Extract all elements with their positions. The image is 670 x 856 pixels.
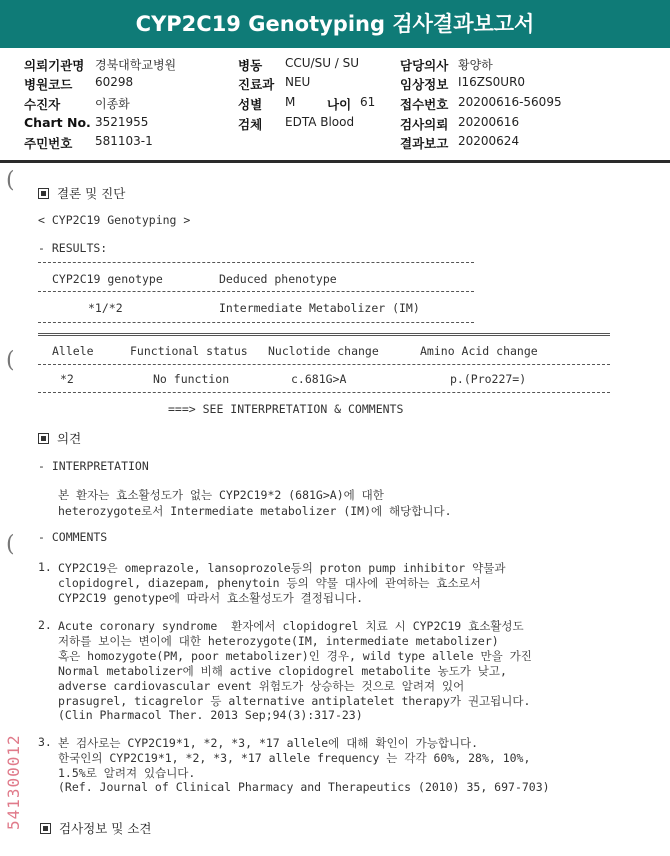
see-note: ===> SEE INTERPRETATION & COMMENTS	[168, 402, 404, 416]
divider	[38, 392, 610, 393]
value-chart-no: 3521955	[95, 115, 149, 129]
result-genotype: *1/*2	[88, 301, 123, 315]
value-sex: M	[285, 95, 296, 109]
genotyping-title: < CYP2C19 Genotyping >	[38, 213, 191, 227]
allele-header-function: Functional status	[130, 344, 248, 358]
value-department: NEU	[285, 75, 311, 89]
label-chart-no: Chart No.	[24, 115, 91, 130]
comment-line: 본 검사로는 CYP2C19*1, *2, *3, *17 allele에 대해 확인이 가능합니다.	[58, 736, 479, 750]
section-opinion-title: 의견	[57, 431, 82, 446]
comment-line: 저하를 보이는 변이에 대한 heterozygote(IM, intermediate metabolizer)	[58, 634, 499, 648]
result-phenotype: Intermediate Metabolizer (IM)	[219, 301, 420, 315]
label-request-date: 검사의뢰	[400, 117, 449, 132]
scan-mark: (	[6, 168, 15, 193]
comment-line: adverse cardiovascular event 위험도가 상승하는 것으로 알려져 있어	[58, 679, 465, 693]
results-header-phenotype: Deduced phenotype	[219, 272, 337, 286]
value-request-date: 20200616	[458, 115, 520, 129]
comment-line: Acute coronary syndrome 환자에서 clopidogrel 치료 시 CYP2C19 효소활성도	[58, 619, 524, 633]
label-report-date: 결과보고	[400, 136, 449, 151]
section-conclusion-title: 결론 및 진단	[57, 186, 126, 201]
value-physician: 황양하	[458, 58, 493, 72]
results-header-genotype: CYP2C19 genotype	[52, 272, 163, 286]
comment-line: 한국인의 CYP2C19*1, *2, *3, *17 allele frequency 는 각각 60%, 28%, 10%,	[58, 751, 531, 765]
divider	[38, 333, 610, 336]
comment-number: 2.	[38, 618, 52, 632]
comment-number: 1.	[38, 560, 52, 574]
divider	[38, 322, 474, 323]
section-box-icon	[38, 433, 49, 444]
stamp-number: 541300012	[4, 734, 23, 830]
label-sex: 성별	[238, 97, 263, 112]
label-specimen: 검체	[238, 117, 263, 132]
comments-label: - COMMENTS	[38, 530, 108, 544]
header-info	[0, 48, 670, 158]
section-conclusion	[38, 184, 125, 202]
label-clinical-info: 임상정보	[400, 77, 449, 92]
comment-line: (Ref. Journal of Clinical Pharmacy and Therapeutics (2010) 35, 697-703)	[58, 780, 550, 794]
scan-mark: (	[6, 348, 15, 373]
comment-line: clopidogrel, diazepam, phenytoin 등의 약물 대사에 관여하는 효소로서	[58, 576, 481, 590]
section-opinion	[38, 429, 81, 447]
label-requesting-institution: 의뢰기관명	[24, 58, 85, 73]
value-receipt-number: 20200616-56095	[458, 95, 562, 109]
comment-line: Normal metabolizer에 비해 active clopidogrel metabolite 농도가 낮고,	[58, 664, 507, 678]
comment-line: CYP2C19 genotype에 따라서 효소활성도가 결정됩니다.	[58, 591, 364, 605]
comment-line: 1.5%로 알려져 있습니다.	[58, 766, 196, 780]
nucleotide-change-value: c.681G>A	[291, 372, 347, 386]
label-resident-number: 주민번호	[24, 136, 73, 151]
interpretation-line: heterozygote로서 Intermediate metabolizer (IM)에 해당합니다.	[58, 504, 452, 518]
value-patient: 이종화	[95, 97, 130, 111]
value-specimen: EDTA Blood	[285, 115, 355, 129]
allele-value: *2	[60, 372, 74, 386]
value-report-date: 20200624	[458, 134, 520, 148]
comment-line: (Clin Pharmacol Ther. 2013 Sep;94(3):317-23)	[58, 708, 363, 722]
section-box-icon	[38, 188, 49, 199]
section-exam-info-title: 검사정보 및 소견	[59, 821, 152, 836]
allele-header-allele: Allele	[52, 344, 94, 358]
allele-header-amino: Amino Acid change	[420, 344, 538, 358]
label-hospital-code: 병원코드	[24, 77, 73, 92]
label-department: 진료과	[238, 77, 275, 92]
label-ward: 병동	[238, 58, 263, 73]
report-title: CYP2C19 Genotyping 검사결과보고서	[0, 0, 670, 48]
section-exam-info	[40, 819, 151, 837]
label-patient: 수진자	[24, 97, 61, 112]
value-ward: CCU/SU / SU	[285, 56, 360, 70]
label-receipt-number: 접수번호	[400, 97, 449, 112]
functional-status-value: No function	[153, 372, 230, 386]
label-physician: 담당의사	[400, 58, 449, 73]
interpretation-label: - INTERPRETATION	[38, 459, 149, 473]
interpretation-line: 본 환자는 효소활성도가 없는 CYP2C19*2 (681G>A)에 대한	[58, 488, 384, 502]
allele-header-nucleotide: Nuclotide change	[268, 344, 379, 358]
comment-line: CYP2C19은 omeprazole, lansoprozole등의 proton pump inhibitor 약물과	[58, 561, 506, 575]
value-clinical-info: I16ZS0UR0	[458, 75, 526, 89]
section-box-icon	[40, 823, 51, 834]
divider	[38, 364, 610, 365]
divider	[38, 262, 474, 263]
label-age: 나이	[327, 97, 352, 112]
value-hospital-code: 60298	[95, 75, 134, 89]
header-separator	[0, 160, 670, 163]
scan-mark: (	[6, 532, 15, 557]
amino-acid-change-value: p.(Pro227=)	[450, 372, 527, 386]
divider	[38, 291, 474, 292]
comment-number: 3.	[38, 735, 52, 749]
value-resident-number: 581103-1	[95, 134, 153, 148]
comment-line: 혹은 homozygote(PM, poor metabolizer)인 경우, wild type allele 만을 가진	[58, 649, 532, 663]
value-age: 61	[360, 95, 376, 109]
results-label: - RESULTS:	[38, 241, 108, 255]
value-requesting-institution: 경북대학교병원	[95, 58, 177, 72]
comment-line: prasugrel, ticagrelor 등 alternative antiplatelet therapy가 권고됩니다.	[58, 694, 531, 708]
